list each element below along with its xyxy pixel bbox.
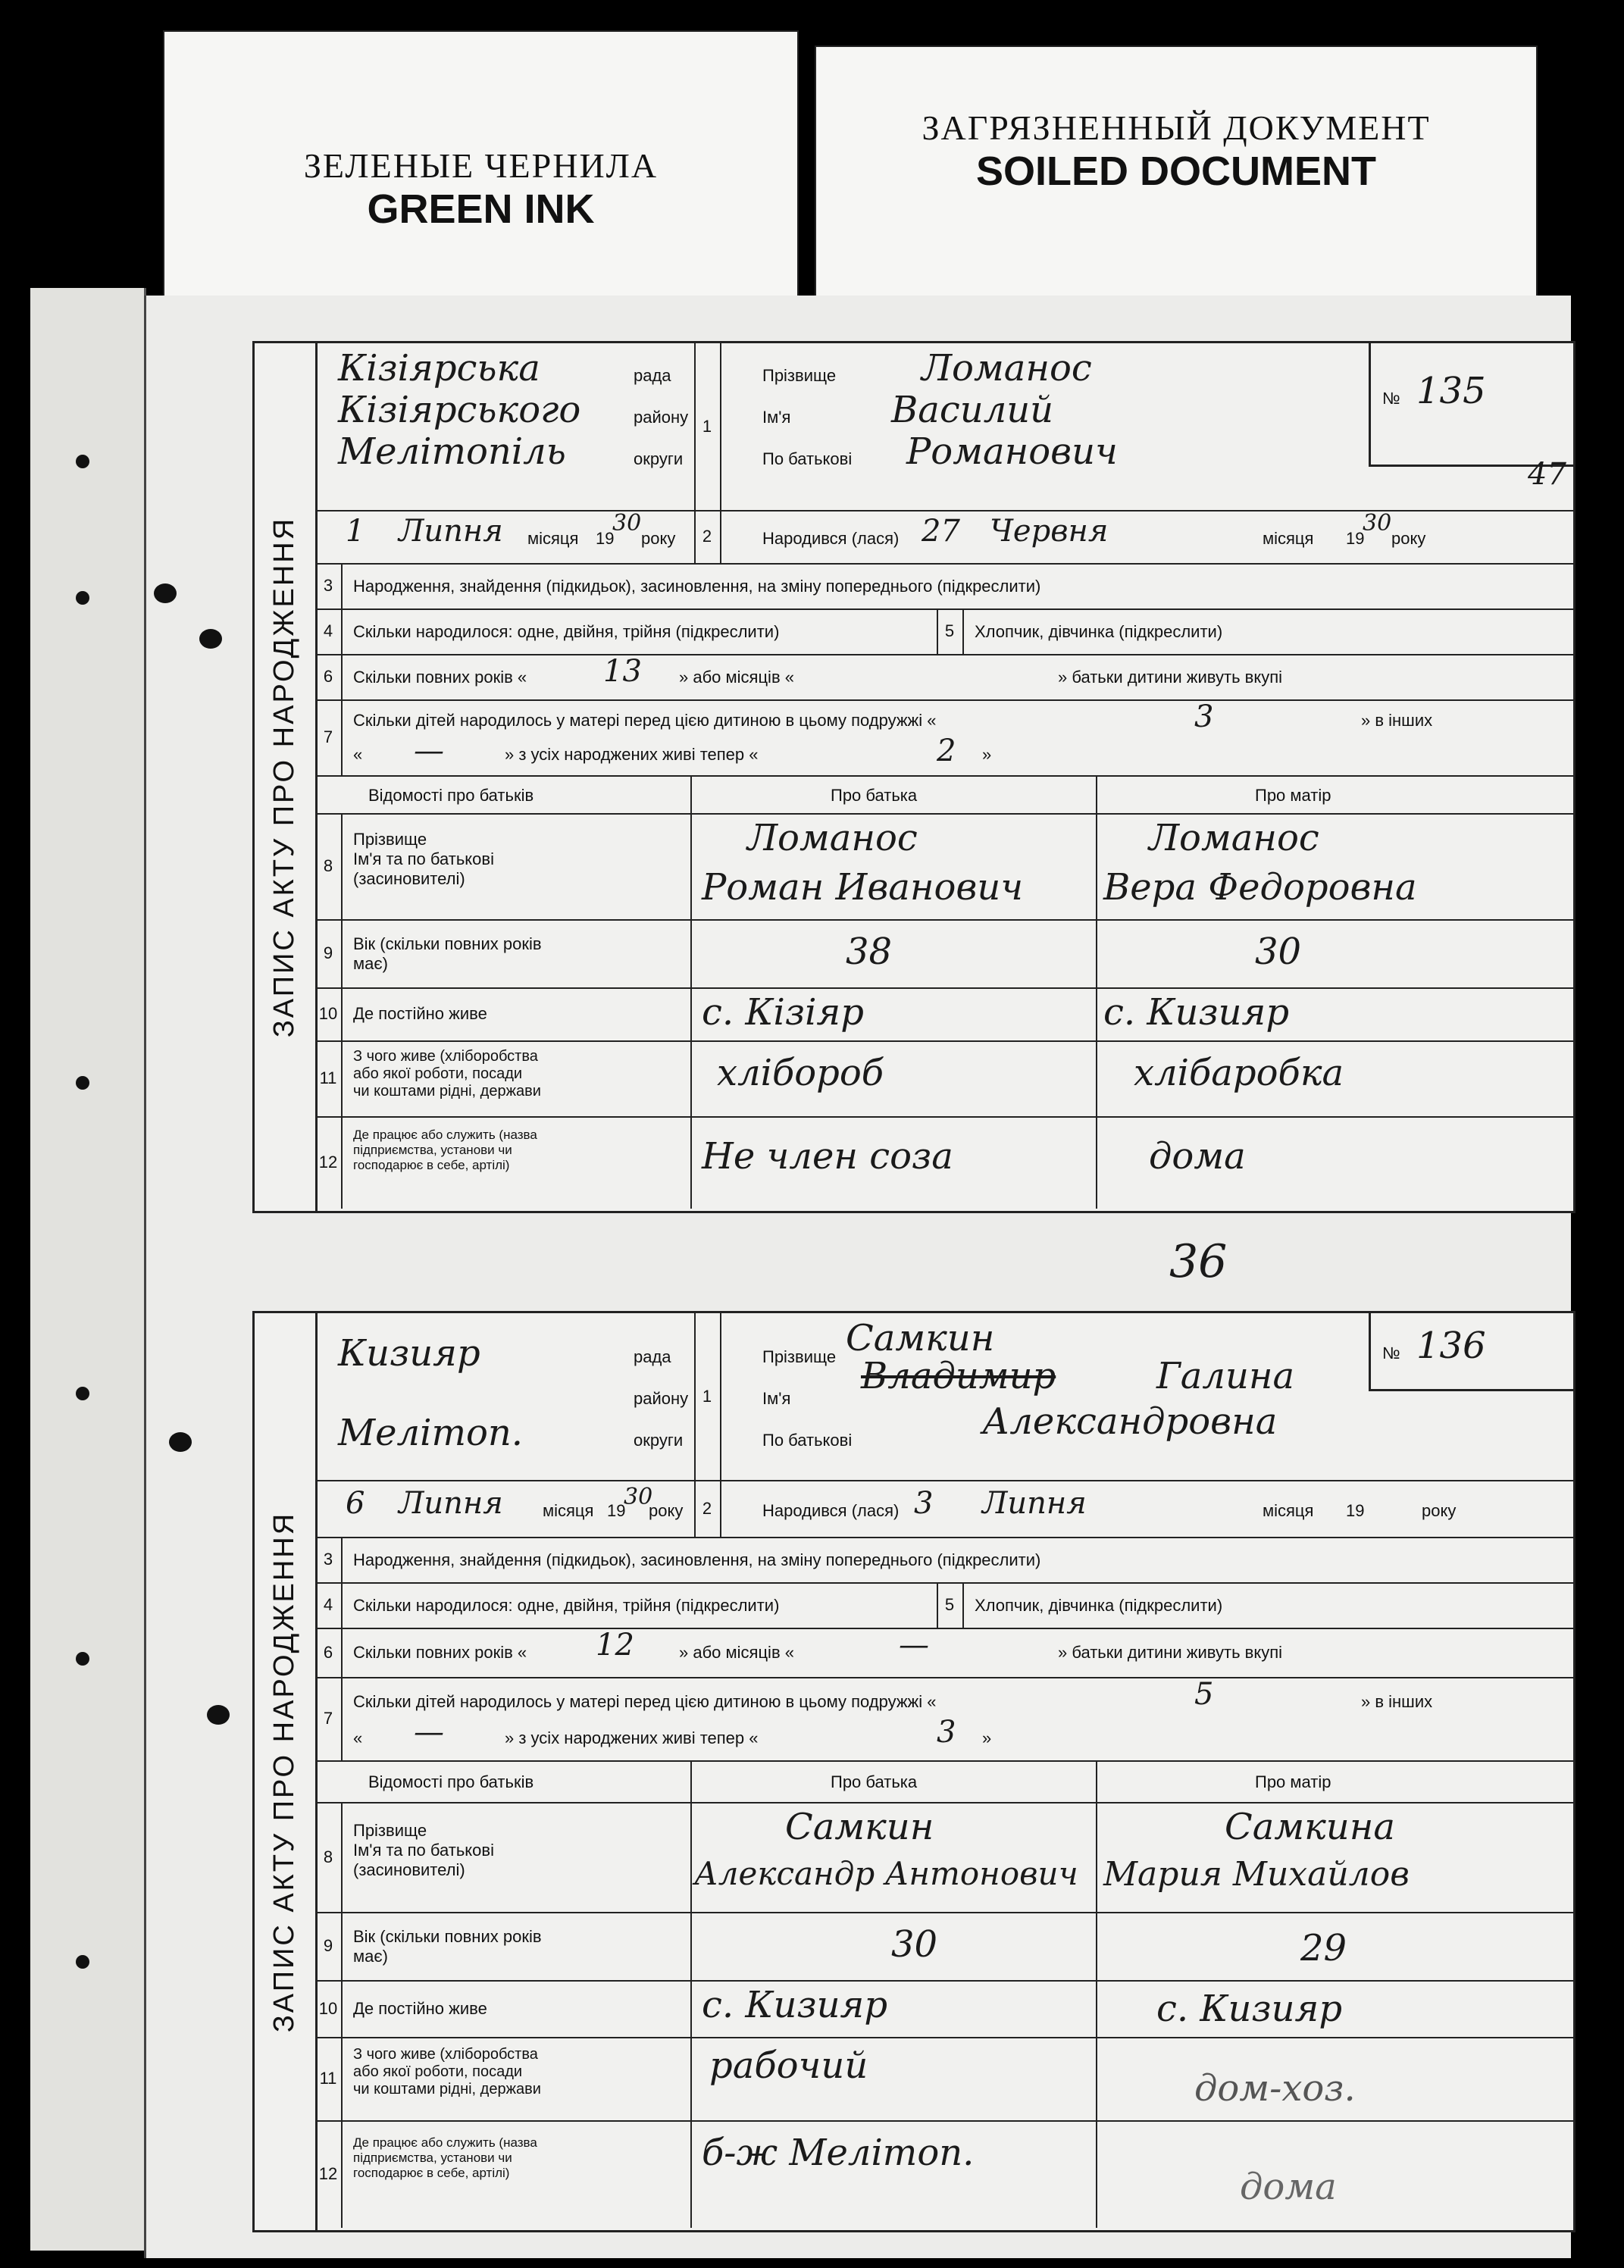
register-page (144, 296, 1571, 2258)
record-number: 136 (1416, 1325, 1486, 1367)
child-name: Василий (891, 389, 1054, 431)
page-count-number: 36 (1169, 1235, 1228, 1288)
green-ink-slip (163, 30, 799, 299)
slip-en-text: SOILED DOCUMENT (975, 149, 1376, 194)
child-surname: Ломанос (922, 347, 1092, 389)
child-patronymic: Александровна (982, 1400, 1278, 1443)
record-number: 135 (1416, 370, 1486, 412)
soiled-document-slip (815, 45, 1538, 336)
record-title: ЗАПИС АКТУ ПРО НАРОДЖЕННЯ (268, 1511, 301, 2032)
binding-strip (30, 288, 146, 2251)
header-row: Кизияр рада району Мелітоп. округи 1 Прізвище Самкин Ім'я Владимир Галина По батькові Александровна № 136 (315, 1313, 1573, 1481)
child-patronymic: Романович (906, 430, 1118, 473)
child-surname: Самкин (846, 1317, 995, 1359)
slip-ru-text: ЗЕЛЕНЫЕ ЧЕРНИЛА (303, 146, 659, 185)
birth-record-2: ЗАПИС АКТУ ПРО НАРОДЖЕННЯ Кизияр рада району Мелітоп. округи 1 Прізвище Самкин Ім'я Владимир Галина По батькові Александровна № 136 6 Липня місяця 19 30 року 2 Народився (лася) 3 Липня місяця 19 року 3 Народження, знайдення (підкидьок), засиновлення, на зміну попереднього (підкреслити) 4 Скільки народилося: одне, двійня, трійня (підкреслити) 5 Хлопчик, дівчинка (підкреслити) 6 Скільки повних років « 12 » або місяців « — » батьки дитини живуть вкупі 7 Скільки дітей народилось у матері перед цією дитиною в цьому подружжі « 5 » в інших « — » з усіх народжених живі тепер « 3 » Відомості про батьків Про батька Про матір 8 Прізвище Ім'я та по батькові (засиновителі) Самкин Александр Антонович Самкина Мария Михайлов 9 Вік (скільки повних років має) 30 29 10 Де постійно живе с. Кизияр с. Кизияр 11 З чого живе (хліборобства або якої роботи, посади чи коштами рідні, держави рабочий дом-хоз. 12 Де працює або служить (назва підприємства, установи чи господарює в себе, артілі) б-ж Мелітоп. дома (252, 1311, 1575, 2232)
birth-record-1: ЗАПИС АКТУ ПРО НАРОДЖЕННЯ Кізіярська рада Кізіярського району Мелітопіль округи 1 Прізвище Ломанос Ім'я Василий По батькові Романович № 135 47 1 Липня місяця 19 30 року 2 Народився (лася) 27 Червня місяця 19 30 року 3 Народження, знайдення (підкидьок), засиновлення, на зміну попереднього (підкреслити) 4 Скільки народилося: одне, двійня, трійня (підкреслити) 5 Хлопчик, дівчинка (підкреслити) 6 Скільки повних років « 13 » або місяців « » батьки дитини живуть вкупі 7 Скільки дітей народилось у матері перед цією дитиною в цьому подружжі « 3 » в інших « — » з усіх народжених живі тепер « 2 » Відомості про батьків Про батька Про матір 8 Прізвище Ім'я та по батькові (засиновителі) Ломанос Роман Иванович Ломанос Вера Федоровна 9 Вік (скільки повних років має) 38 30 10 Де постійно живе с. Кізіяр с. Кизияр 11 З чого живе (хліборобства або якої роботи, посади чи коштами рідні, держави хлібороб хлібаробка 12 Де працює або служить (назва підприємства, установи чи господарює в себе, артілі) Не член соза дома (252, 341, 1575, 1213)
record-title: ЗАПИС АКТУ ПРО НАРОДЖЕННЯ (268, 516, 301, 1038)
slip-en-text: GREEN INK (367, 186, 595, 232)
slip-ru-text: ЗАГРЯЗНЕННЫЙ ДОКУМЕНТ (922, 108, 1431, 147)
child-name: Галина (1156, 1355, 1295, 1397)
header-row: Кізіярська рада Кізіярського району Мелітопіль округи 1 Прізвище Ломанос Ім'я Василий По батькові Романович № 135 47 (315, 343, 1573, 511)
